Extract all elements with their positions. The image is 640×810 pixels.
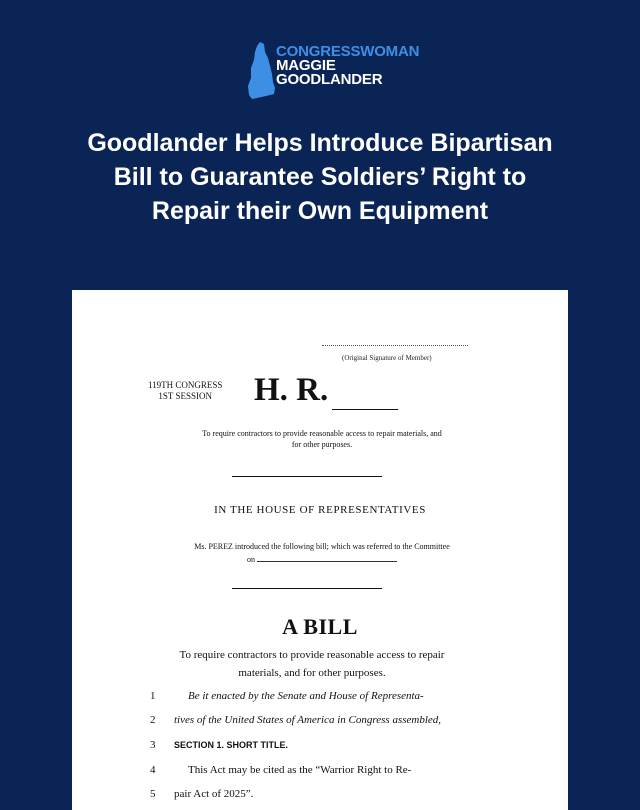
logo-wordmark <box>276 45 419 87</box>
purpose-short <box>132 428 512 450</box>
line-number: 4 <box>150 764 156 776</box>
bill-number: H. R. <box>254 372 329 408</box>
bill-document <box>72 290 568 810</box>
congress-number: 119TH CONGRESS <box>148 380 223 390</box>
introduction <box>142 541 502 566</box>
section-title: SECTION 1. SHORT TITLE. <box>174 740 289 750</box>
line-number: 5 <box>150 788 156 800</box>
purpose-long <box>142 646 482 682</box>
line-text: Be it enacted by the Senate and House of Representa- <box>188 690 424 702</box>
line-number: 2 <box>150 714 156 726</box>
bill-number-blank <box>332 409 398 410</box>
introduction-line-1: Ms. PEREZ introduced the following bill; which was referred to the Committee <box>194 542 450 551</box>
new-hampshire-icon <box>246 42 276 100</box>
line-number: 3 <box>150 739 156 751</box>
purpose-short-line-1: To require contractors to provide reasonable access to repair materials, and <box>202 429 442 438</box>
line-text: This Act may be cited as the “Warrior Right to Re- <box>188 764 412 776</box>
logo-title: CONGRESSWOMAN <box>276 43 420 60</box>
divider <box>232 588 382 589</box>
house-heading: IN THE HOUSE OF REPRESENTATIVES <box>214 504 426 516</box>
bill-line <box>150 764 411 780</box>
introduction-line-2: on <box>247 555 255 564</box>
headline-line-1: Goodlander Helps Introduce Bipartisan <box>87 129 553 157</box>
session-number: 1ST SESSION <box>158 391 213 401</box>
headline <box>30 126 610 228</box>
signature-line <box>322 345 468 346</box>
bill-line <box>150 714 441 730</box>
bill-line <box>150 690 424 706</box>
headline-line-2: Bill to Guarantee Soldiers’ Right to <box>113 163 527 191</box>
purpose-long-line-1: To require contractors to provide reasonable access to repair <box>179 649 445 661</box>
bill-line <box>150 739 288 755</box>
purpose-long-line-2: materials, and for other purposes. <box>238 667 386 679</box>
headline-line-3: Repair their Own Equipment <box>151 197 489 225</box>
a-bill-heading: A BILL <box>282 614 358 639</box>
line-text: pair Act of 2025”. <box>174 788 254 800</box>
congress-session <box>148 380 222 402</box>
signature-label: (Original Signature of Member) <box>342 354 432 362</box>
purpose-short-line-2: for other purposes. <box>291 440 353 449</box>
line-text: tives of the United States of America in Congress assembled, <box>174 714 442 726</box>
divider <box>232 476 382 477</box>
logo-first-name: MAGGIE <box>276 57 336 74</box>
bill-line <box>150 788 253 804</box>
line-number: 1 <box>150 690 156 702</box>
logo <box>246 42 420 102</box>
committee-blank <box>257 553 397 562</box>
logo-last-name: GOODLANDER <box>276 71 383 88</box>
